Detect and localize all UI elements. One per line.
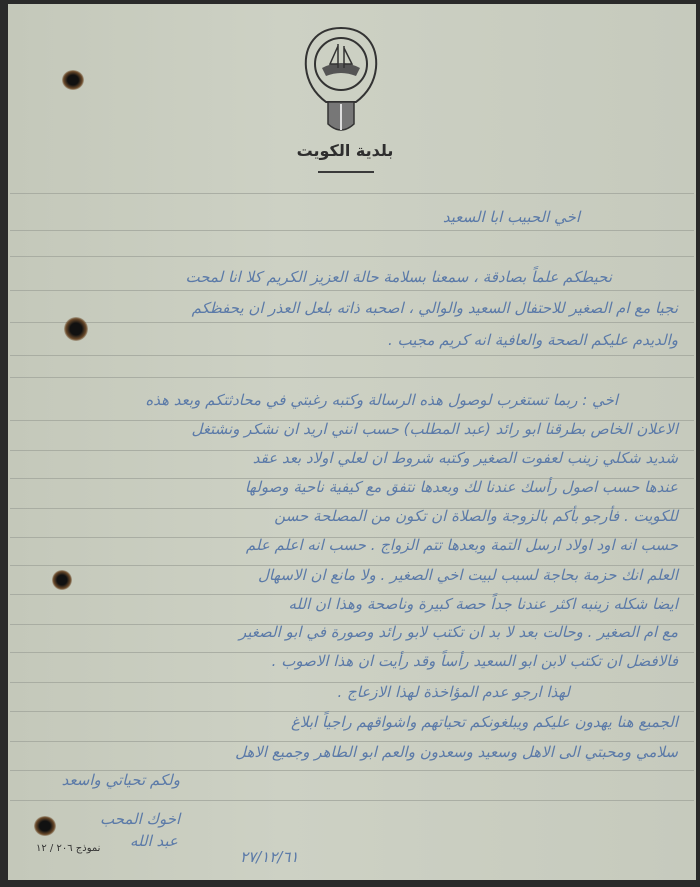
paragraph2-line: مع ام الصغير . وحالت بعد لا بد ان تكتب لابو رائد وصورة في ابو الصغير	[238, 623, 678, 641]
ruled-line	[10, 230, 694, 231]
form-number: نموذج ٢٠٦ / ١٢	[36, 843, 101, 854]
ruled-line	[10, 800, 694, 801]
ruled-line	[10, 377, 694, 378]
salutation: اخي الحبيب ابا السعيد	[442, 208, 580, 226]
paragraph2-line: الاعلان الخاص بطرقنا ابو رائد (عبد المطلب) حسب انني اريد ان نشكر ونشتغل	[191, 420, 678, 438]
ruled-line	[10, 741, 694, 742]
signature-line: اخوك المحب	[100, 810, 181, 828]
signature-name: عبد الله	[130, 832, 178, 850]
ruled-line	[10, 256, 694, 257]
ruled-line	[10, 355, 694, 356]
paper-hole	[52, 570, 72, 590]
paragraph2-line: العلم انك حزمة بحاجة لسبب لبيت اخي الصغير . ولا مانع ان الاسهال	[258, 566, 678, 584]
paragraph2-line: شديد شكلي زينب لعفوت الصغير وكتبه شروط ان لعلي اولاد بعد عقد	[252, 449, 678, 467]
paragraph2-line: ايضا شكله زينبه اكثر عندنا جداً حصة كبيرة وناصحة وهذا ان الله	[288, 595, 678, 613]
apology-line: لهذا ارجو عدم المؤاخذة لهذا الازعاج .	[337, 683, 570, 701]
ruled-line	[10, 193, 694, 194]
ruled-line	[10, 322, 694, 323]
paragraph2-line: حسب انه اود اولاد ارسل التمة وبعدها تتم الزواج . حسب انه اعلم علم	[245, 536, 678, 554]
paper-hole	[34, 816, 56, 836]
closing-line: سلامي ومحبتي الى الاهل وسعيد وسعدون والعم ابو الطاهر وجميع الاهل	[235, 743, 678, 761]
kuwait-emblem-logo	[298, 24, 384, 140]
letter-date: ٢٧/١٢/٦١	[240, 848, 299, 866]
paragraph1-line: نجيا مع ام الصغير للاحتفال السعيد والوالي ، اصحبه ذاته بلعل العذر ان يحفظكم	[191, 299, 678, 317]
paragraph2-line: عندها حسب اصول رأسك عندنا لك وبعدها نتفق مع كيفية ناحية وصولها	[244, 478, 678, 496]
paper-hole	[62, 70, 84, 90]
ruled-line	[10, 711, 694, 712]
paragraph2-line: اخي : ربما تستغرب لوصول هذه الرسالة وكتبه رغبتي في محادثتكم وبعد هذه	[145, 391, 618, 409]
closing-line: الجميع هنا يهدون عليكم ويبلغونكم تحياتهم واشواقهم راجياً ابلاغ	[290, 713, 678, 731]
ruled-line	[10, 290, 694, 291]
paragraph2-line: للكويت . فأرجو بأكم بالزوجة والصلاة ان تكون من المصلحة حسن	[274, 507, 678, 525]
organization-name: بلدية الكويت	[296, 141, 394, 160]
paragraph2-line: فالافضل ان تكتب لابن ابو السعيد رأساً وقد رأيت ان هذا الاصوب .	[271, 652, 678, 670]
paragraph1-line: والديدم عليكم الصحة والعافية انه كريم مجيب .	[388, 331, 678, 349]
burn-mark	[64, 317, 88, 341]
header-underline	[318, 171, 374, 173]
closing-line: ولكم تحياتي واسعد	[61, 771, 180, 789]
paragraph1-line: نحيطكم علماً بصادقة ، سمعنا بسلامة حالة العزيز الكريم كلا انا لمحت	[185, 268, 612, 286]
